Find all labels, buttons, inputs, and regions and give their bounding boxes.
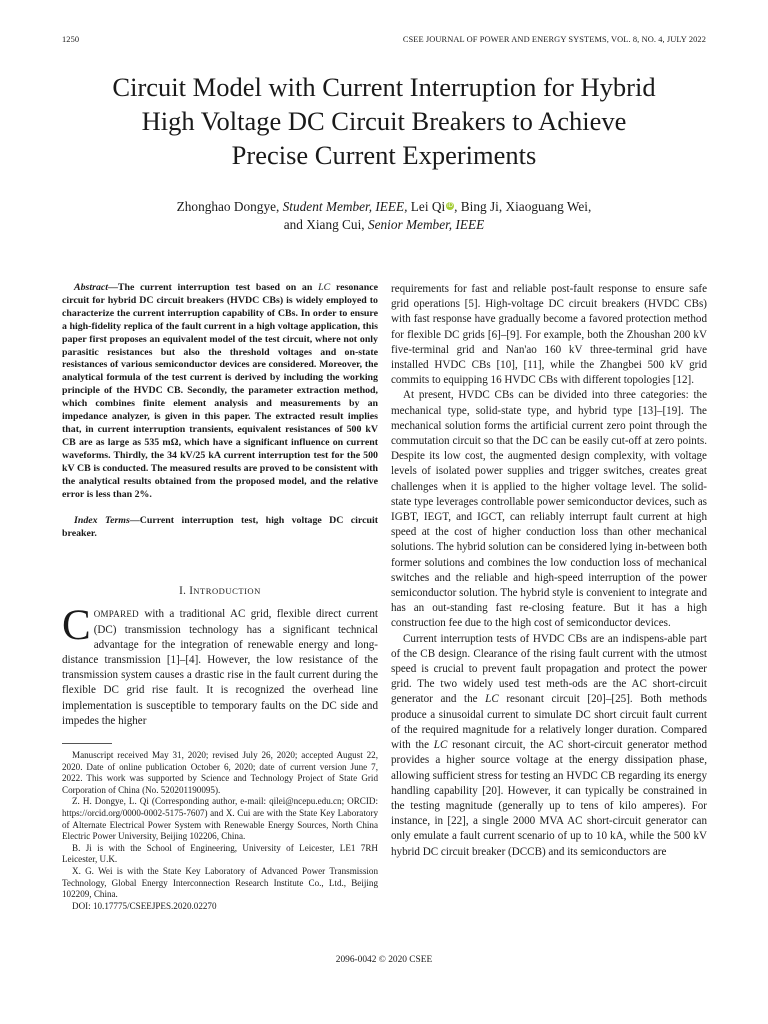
footnote-manuscript: Manuscript received May 31, 2020; revised July 26, 2020; accepted August 22, 2020. Date of online publication October 6, 2020; date of current version June 7, 2022. This work was supported by Science and Technology Project of State Grid Corporation of China (No. 520201190095). bbox=[62, 750, 378, 795]
author-1-role: Student Member, IEEE, bbox=[282, 199, 408, 214]
title-line-3: Precise Current Experiments bbox=[231, 140, 537, 170]
orcid-icon[interactable]: iD bbox=[447, 203, 453, 209]
footnote-affiliation-2: B. Ji is with the School of Engineering, University of Leicester, LE1 7RH Leicester, U.K. bbox=[62, 842, 378, 865]
index-terms-label: Index Terms bbox=[74, 515, 130, 527]
title-line-1: Circuit Model with Current Interruption for Hybrid bbox=[112, 72, 656, 102]
body-paragraph-3-c: resonant circuit, the AC short-circuit generator method provides a higher source voltage at the energy dissipation phase, allowing sufficient stress for testing an HVDC CB regarding its energy handling capability [20]. However, it can typically be constrained in the testing magnitude (generally up to tens of kilo amperes). For instance, in [22], a single 2000 MVA AC short-circuit generator can only emulate a fault current scenario of up to 10 kA, while the 500 kV hybrid DC circuit breaker (DCCB) and its semiconductors are bbox=[391, 739, 707, 858]
body-paragraph-2: At present, HVDC CBs can be divided into three categories: the mechanical type, solid-state type, and hybrid type [13]–[19]. The mechanical solution forms the artificial current zero point through the commutation circuit so that the DC can be easily cut-off at zero points. Despite its low cost, the augmented design complexity, with voltage levels of isolated power supplies and trigger switches, creates great challenges when it is applied to the higher voltage level. The solid-state type leverages controllable power semiconductor devices, such as IGBT, IEGT, and IGCT, can reliably interrupt fault current at high speed at the cost of higher conduction loss than other mechanical solutions. The hybrid solution can be considered lying in-between both former solutions and combines the low conduction loss of mechanical switches and the reliable and high-speed interruption of the power semiconductor solution. The hybrid style is convenient to integrate and has an out-standing fast re-closing feature. But it has a high construction fee due to the high cost of semiconductor devices. bbox=[391, 389, 707, 630]
abstract-dash: — bbox=[108, 282, 118, 293]
author-list bbox=[60, 198, 708, 234]
footnotes bbox=[62, 750, 378, 912]
abstract-text-1: The current interruption test based on an bbox=[117, 282, 319, 293]
footnote-divider bbox=[62, 743, 112, 744]
drop-cap: C bbox=[62, 602, 91, 650]
intro-caps: OMPARED bbox=[93, 609, 139, 620]
abstract-text-2: resonance circuit for hybrid DC circuit breakers (HVDC CBs) is widely employed to characterize the current interruption capability of CBs. In order to ensure a high-fidelity replica of the fault current in a high voltage application, this paper first proposes an equivalent model of the test circuit, where not only parasitic resistances but also the threshold voltages and on-state resistances of various semiconductor devices are considered. Moreover, the analytical formula of the test current is derived by including the working principle of the HVDC CB. Secondly, the parameter extraction method, which combines finite element analysis and measurements by an impedance analyzer, is given in this paper. The extracted result implies that, in current interruption transients, equivalent resistances of 500 kV CB are as large as 535 mΩ, which have a significant influence on current waveforms. Thirdly, the 34 kV/25 kA current interruption test for the 500 kV CB is conducted. The measured results are proved to be consistent with the analytical results obtained from the proposed model, and the relative error is less than 2%. bbox=[62, 282, 378, 500]
author-4: and Xiang Cui, bbox=[283, 217, 365, 232]
abstract bbox=[62, 282, 378, 501]
running-header bbox=[62, 35, 706, 49]
author-4-role: Senior Member, IEEE bbox=[367, 217, 485, 232]
author-1: Zhonghao Dongye, bbox=[176, 199, 280, 214]
intro-text: with a traditional AC grid, flexible direct current (DC) transmission technology has a significant technical advantage for the integration of renewable energy and long-distance transmission [1]–[4]. However, the low resistance of the transmission system causes a drastic rise in the fault current during the flexible DC grid rise fault. It is recognized the overhead line implementation is susceptible to temporary faults on the DC side and impedes the higher bbox=[62, 608, 378, 727]
footnote-affiliation-3: X. G. Wei is with the State Key Laboratory of Advanced Power Transmission Technology, Global Energy Interconnection Research Institute Co., Ltd., Beijing 102209, China. bbox=[62, 865, 378, 900]
body-paragraph-1: requirements for fast and reliable post-fault response to ensure safe grid operations [5]. High-voltage DC circuit breakers (HVDC CBs) with fast response have gradually become a favored protection method for flexible DC grids [6]–[9]. For example, both the Zhoushan 200 kV five-terminal grid and Nan'ao 160 kV three-terminal grid have installed HVDC CBs [10], [11], while the Zhangbei 500 kV grid commits to equipping 16 HVDC CBs with different topologies [12]. bbox=[391, 283, 707, 387]
body-paragraph-3-b: resonant circuit [20]–[25]. Both methods produce a sinusoidal current to simulate DC short circuit fault current of the required magnitude for a relatively longer duration. Compared with the bbox=[391, 693, 707, 752]
section-heading-introduction bbox=[62, 584, 378, 599]
page-footer: 2096-0042 © 2020 CSEE bbox=[335, 955, 433, 965]
footnote-doi: DOI: 10.17775/CSEEJPES.2020.02270 bbox=[72, 900, 217, 911]
left-column bbox=[62, 282, 378, 912]
intro-paragraph bbox=[62, 602, 378, 729]
author-2: Lei Qi bbox=[410, 199, 446, 214]
abstract-lc: LC bbox=[318, 282, 331, 293]
paper-title bbox=[40, 70, 728, 172]
index-terms-text: Current interruption test, high voltage DC circuit breaker. bbox=[62, 515, 378, 540]
right-column bbox=[391, 282, 707, 860]
page-number: 1250 bbox=[62, 35, 80, 44]
lc-term-2: LC bbox=[433, 739, 448, 752]
body-paragraph-3 bbox=[391, 632, 707, 860]
index-terms-dash: — bbox=[129, 515, 140, 527]
abstract-label: Abstract bbox=[74, 282, 109, 293]
section-title-rest: NTRODUCTION bbox=[193, 586, 261, 597]
body-paragraph-3-a: Current interruption tests of HVDC CBs are an indispens-able part of the CB design. Clearance of the rising fault current with the utmost speed is crucial to prevent fault propagation and protect the power grid. The two widely used test meth-ods are the AC short-circuit generator and the bbox=[391, 632, 707, 706]
title-line-2: High Voltage DC Circuit Breakers to Achieve bbox=[141, 106, 627, 136]
journal-header: CSEE JOURNAL OF POWER AND ENERGY SYSTEMS, VOL. 8, NO. 4, JULY 2022 bbox=[402, 35, 706, 44]
author-3: , Bing Ji, Xiaoguang Wei, bbox=[454, 199, 592, 214]
index-terms bbox=[62, 515, 378, 541]
footnote-affiliation-1: Z. H. Dongye, L. Qi (Corresponding author, e-mail: qilei@ncepu.edu.cn; ORCID: https://orcid.org/0000-0002-5175-7607) and X. Cui are with the State Key Laboratory of Alternate Electrical Power System with Renewable Energy Sources, North China Electric Power University, Beijing 102206, China. bbox=[62, 796, 378, 842]
lc-term-1: LC bbox=[485, 693, 499, 706]
section-numeral: I. I bbox=[179, 585, 194, 598]
